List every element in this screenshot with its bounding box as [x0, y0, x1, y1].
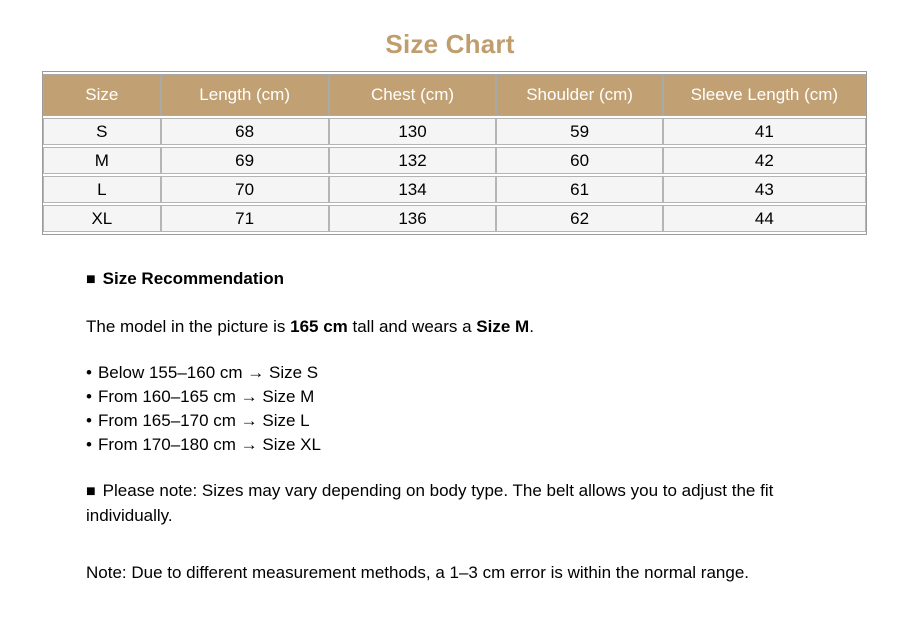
cell-length: 69	[161, 147, 329, 174]
cell-sleeve-length: 42	[663, 147, 866, 174]
size-recommendation-heading-label: Size Recommendation	[102, 269, 285, 288]
table-row-m	[43, 147, 866, 174]
column-header-shoulder: Shoulder (cm)	[496, 74, 662, 116]
size-guide-item-label: Below 155–160 cm → Size S	[97, 363, 319, 382]
table-row-l	[43, 176, 866, 203]
square-bullet-icon: ■	[86, 483, 96, 500]
cell-shoulder: 60	[496, 147, 662, 174]
cell-chest: 132	[329, 147, 497, 174]
cell-shoulder: 61	[496, 176, 662, 203]
cell-size: L	[43, 176, 161, 203]
size-guide-list	[86, 361, 855, 457]
model-size-value: Size M	[476, 317, 530, 336]
cell-length: 68	[161, 118, 329, 145]
bullet-icon: •	[86, 363, 92, 382]
cell-size: XL	[43, 205, 161, 232]
size-guide-item-label: From 160–165 cm → Size M	[97, 387, 315, 406]
cell-length: 70	[161, 176, 329, 203]
table-row-xl	[43, 205, 866, 232]
column-header-chest: Chest (cm)	[329, 74, 497, 116]
size-guide-item-xl	[86, 433, 855, 457]
please-note-text: Please note: Sizes may vary depending on body type. The belt allows you to adjust the fit individually.	[86, 481, 774, 525]
cell-chest: 136	[329, 205, 497, 232]
cell-sleeve-length: 43	[663, 176, 866, 203]
model-info-suffix: .	[529, 317, 534, 336]
cell-length: 71	[161, 205, 329, 232]
table-header-row	[43, 74, 866, 116]
bullet-icon: •	[86, 387, 92, 406]
cell-shoulder: 62	[496, 205, 662, 232]
bullet-icon: •	[86, 411, 92, 430]
cell-chest: 130	[329, 118, 497, 145]
model-info-line	[86, 315, 855, 339]
table-row-s	[43, 118, 866, 145]
page-title: Size Chart	[385, 29, 515, 59]
measurement-note-line: Note: Due to different measurement methods, a 1–3 cm error is within the normal range.	[86, 563, 750, 582]
size-guide-item-s	[86, 361, 855, 385]
model-info-prefix: The model in the picture is	[86, 317, 291, 336]
size-guide-item-m	[86, 385, 855, 409]
model-height-value: 165 cm	[290, 317, 348, 336]
size-guide-item-l	[86, 409, 855, 433]
column-header-size: Size	[43, 74, 161, 116]
cell-size: S	[43, 118, 161, 145]
please-note-line	[86, 479, 855, 528]
size-recommendation-heading	[86, 267, 855, 292]
cell-shoulder: 59	[496, 118, 662, 145]
column-header-sleeve-length: Sleeve Length (cm)	[663, 74, 866, 116]
cell-chest: 134	[329, 176, 497, 203]
column-header-length: Length (cm)	[161, 74, 329, 116]
cell-sleeve-length: 41	[663, 118, 866, 145]
model-info-middle: tall and wears a	[347, 317, 477, 336]
cell-size: M	[43, 147, 161, 174]
square-bullet-icon: ■	[86, 271, 96, 288]
recommendation-section	[86, 267, 855, 585]
size-guide-item-label: From 165–170 cm → Size L	[97, 411, 310, 430]
bullet-icon: •	[86, 435, 92, 454]
cell-sleeve-length: 44	[663, 205, 866, 232]
size-chart-table	[42, 71, 867, 235]
size-guide-item-label: From 170–180 cm → Size XL	[97, 435, 321, 454]
